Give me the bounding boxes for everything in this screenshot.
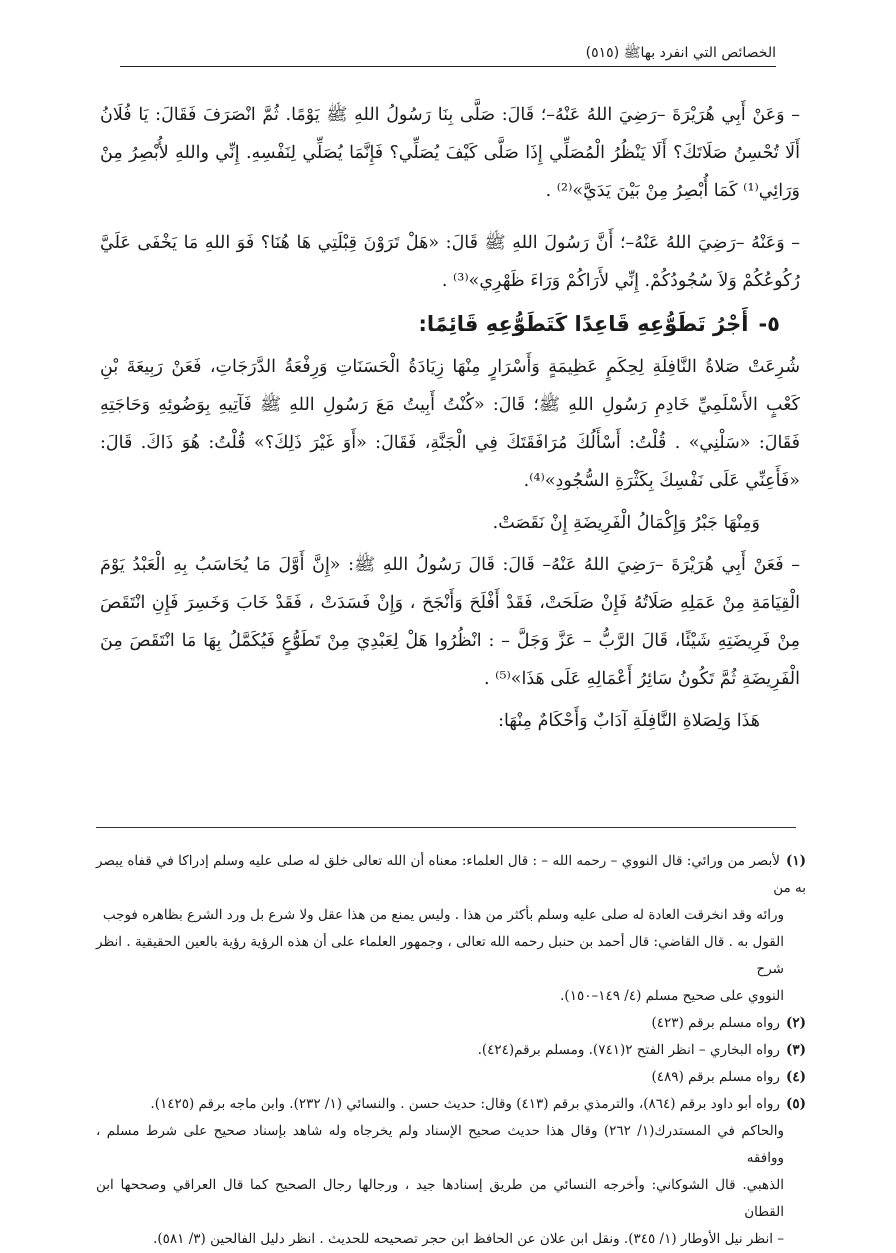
footnote-3 — [96, 1037, 806, 1064]
footnote-2 — [96, 1010, 806, 1037]
footnote-line: القول به . قال القاضي: قال أحمد بن حنبل رحمه الله تعالى ، وجمهور العلماء على أن هذه الرؤية رؤية بالعين الحقيقية . انظر شرح — [96, 934, 784, 977]
footnote-line: النووي على صحيح مسلم (٤/ ١٤٩–١٥٠). — [560, 988, 784, 1004]
section-heading — [100, 304, 800, 344]
footnote-line: لأبصر من ورائي: قال النووي – رحمه الله – : قال العلماء: معناه أن الله تعالى خلق له صلى عليه وسلم إدراكا في قفاه يبصر به من — [96, 853, 806, 896]
footnote-line: الذهبي. قال الشوكاني: وأخرجه النسائي من طريق إسنادها جيد ، ورجالها رجال الصحيح كما قال العراقي وصححها ابن القطان — [96, 1177, 785, 1220]
footnote-mark: (٣) — [785, 1042, 806, 1058]
footnote-text: رواه مسلم برقم (٤٨٩) — [651, 1069, 780, 1085]
footnote-mark: (٥) — [785, 1096, 806, 1112]
running-title: الخصائص التي انفرد بهاﷺ (٥١٥) — [585, 45, 776, 61]
footnote-line: رواه أبو داود برقم (٨٦٤)، والترمذي برقم (٤١٣) وقال: حديث حسن . والنسائي (١/ ٢٣٢). وابن ماجه برقم (١٤٢٥). — [150, 1096, 780, 1112]
footnote-line: – انظر نيل الأوطار (١/ ٣٤٥). ونقل ابن علان عن الحافظ ابن حجر تصحيحه للحديث . انظر دليل الفالحين (٣/ ٥٨١). — [153, 1231, 784, 1247]
running-header — [120, 40, 776, 67]
section-number: ٥- — [758, 312, 780, 336]
main-text — [100, 96, 800, 754]
footnote-line: والحاكم في المستدرك(١/ ٢٦٢) وقال هذا حديث صحيح الإسناد ولم يخرجاه وله شاهد بإسناد صحيح على شرط مسلم ، ووافقه — [96, 1123, 784, 1166]
body-paragraph: شُرِعَتْ صَلاةُ النَّافِلَةِ لِحِكَمٍ عَظِيمَةٍ وَأَسْرَارٍ مِنْهَا زِيَادَةُ الْحَسَنَاتِ وَرِفْعَةُ الدَّرَجَاتِ، فَعَنْ رَبِيعَةَ بْنِ كَعْبٍ الأَسْلَمِيِّ خَادِمِ رَسُولِ اللهِ ﷺ؛ قَالَ: «كُنْتُ أَبِيتُ مَعَ رَسُولِ اللهِ ﷺ فَآتِيهِ بِوَضُوئِهِ وَحَاجَتِهِ فَقَالَ: «سَلْنِي» . قُلْتُ: أَسْأَلُكَ مُرَافَقَتَكَ فِي الْجَنَّةِ، فَقَالَ: «أَوَ غَيْرَ ذَلِكَ؟» قُلْتُ: هُوَ ذَاكَ. قَالَ: «فَأَعِنِّي عَلَى نَفْسِكَ بِكَثْرَةِ السُّجُودِ»⁽⁴⁾. — [100, 357, 800, 491]
hadith-paragraph: – فَعَنْ أَبِي هُرَيْرَةَ –رَضِيَ اللهُ عَنْهُ– قَالَ: قَالَ رَسُولُ اللهِ ﷺ: «إِنَّ أَوَّلَ مَا يُحَاسَبُ بِهِ الْعَبْدُ يَوْمَ الْقِيَامَةِ مِنْ عَمَلِهِ صَلَاتُهُ فَإِنْ صَلَحَتْ، فَقَدْ أَفْلَحَ وَأَنْجَحَ ، وَإِنْ فَسَدَتْ ، فَقَدْ خَابَ وَخَسِرَ فَإِنِ انْتَقَصَ مِنْ فَرِيضَتِهِ شَيْئًا، قَالَ الرَّبُّ – عَزَّ وَجَلَّ – : انْظُرُوا هَلْ لِعَبْدِيَ مِنْ تَطَوُّعٍ فَيُكَمَّلُ بِهَا مَا انْتَقَصَ مِنَ الْفَرِيضَةِ ثُمَّ تَكُونُ سَائِرُ أَعْمَالِهِ عَلَى هَذَا»⁽⁵⁾ . — [100, 555, 800, 689]
footnote-1 — [96, 848, 806, 1010]
body-paragraph: وَمِنْهَا جَبْرُ وَإِكْمَالُ الْفَرِيضَةِ إِنْ نَقَصَتْ. — [492, 513, 760, 533]
body-paragraph: هَذَا وَلِصَلاةِ النَّافِلَةِ آدَابٌ وَأَحْكَامٌ مِنْهَا: — [498, 711, 760, 731]
footnote-mark: (٤) — [785, 1069, 806, 1085]
hadith-paragraph: – وَعَنْ أَبِي هُرَيْرَةَ –رَضِيَ اللهُ عَنْهُ–؛ قَالَ: صَلَّى بِنَا رَسُولُ اللهِ ﷺ يَوْمًا. ثُمَّ انْصَرَفَ فَقَالَ: يَا فُلَانُ أَلَا تُحْسِنُ صَلَاتَكَ؟ أَلَا يَنْظُرُ الْمُصَلِّي إِذَا صَلَّى كَيْفَ يُصَلِّي؟ فَإِنَّمَا يُصَلِّي لِنَفْسِهِ. إِنِّي واللهِ لأُبْصِرُ مِنْ وَرَائِي⁽¹⁾ كَمَا أُبْصِرُ مِنْ بَيْنَ يَدَيَّ»⁽²⁾ . — [100, 105, 800, 201]
footnote-line: ورائه وقد انخرقت العادة له صلى عليه وسلم بأكثر من هذا . وليس يمنع من هذا عقل ولا شرع بل ورد الشرع بظاهره فوجب — [102, 907, 784, 923]
footnote-5 — [96, 1091, 806, 1253]
hadith-paragraph: – وَعَنْهُ –رَضِيَ اللهُ عَنْهُ–؛ أَنَّ رَسُولَ اللهِ ﷺ قَالَ: «هَلْ تَرَوْنَ قِبْلَتِي هَا هُنَا؟ فَوَ اللهِ مَا يَخْفَى عَلَيَّ رُكُوعُكُمْ وَلاَ سُجُودُكُمْ. إِنِّي لأَرَاكُمْ وَرَاءَ ظَهْرِي»⁽³⁾ . — [100, 233, 800, 291]
footnotes — [96, 848, 806, 1253]
section-title: أَجْرُ تَطَوُّعِهِ قَاعِدًا كَتَطَوُّعِهِ قَائِمًا: — [418, 312, 749, 336]
footnote-text: رواه البخاري – انظر الفتح ٢(٧٤١). ومسلم برقم(٤٢٤). — [477, 1042, 780, 1058]
footnote-mark: (١) — [785, 853, 806, 869]
footnote-text: رواه مسلم برقم (٤٢٣) — [651, 1015, 780, 1031]
footnote-4 — [96, 1064, 806, 1091]
footnote-separator — [96, 827, 796, 828]
footnote-mark: (٢) — [785, 1015, 806, 1031]
